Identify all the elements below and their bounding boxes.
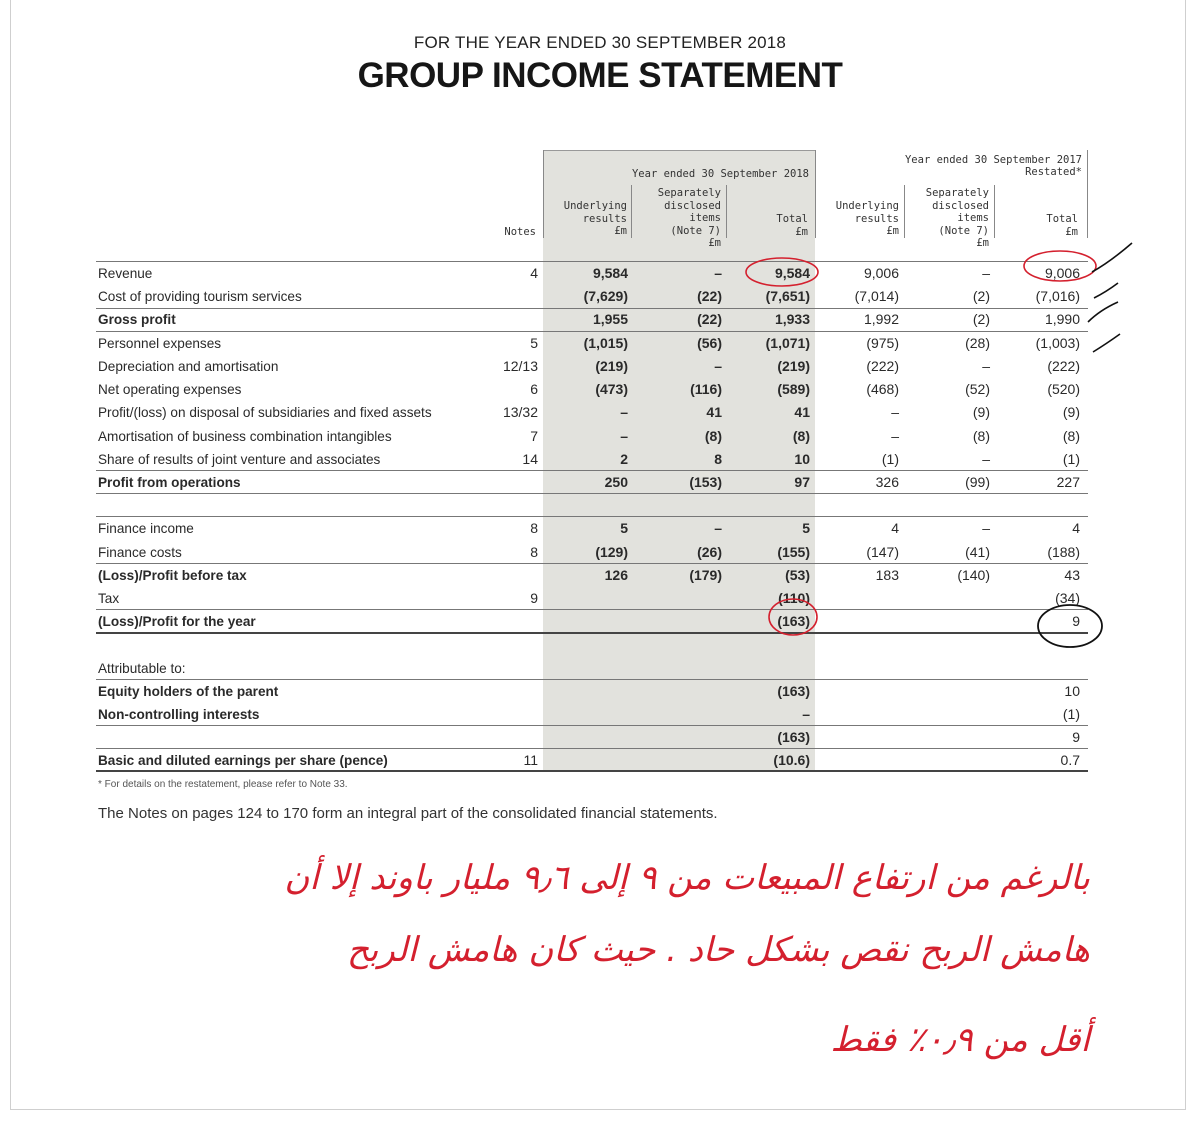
- table-cell: –: [982, 451, 990, 467]
- row-label: Depreciation and amortisation: [98, 358, 279, 374]
- row-label: Finance income: [98, 520, 194, 536]
- statement-period: FOR THE YEAR ENDED 30 SEPTEMBER 2018: [413, 33, 787, 52]
- table-cell: (1): [881, 451, 899, 467]
- row-label: Basic and diluted earnings per share (pence): [98, 752, 388, 768]
- table-cell: (7,651): [765, 288, 810, 304]
- table-cell: (468): [866, 381, 899, 397]
- table-cell: –: [620, 404, 628, 420]
- table-cell: –: [802, 706, 810, 722]
- table-cell: (52): [965, 381, 990, 397]
- table-cell: (153): [689, 474, 722, 490]
- restatement-footnote: * For details on the restatement, please refer to Note 33.: [98, 779, 348, 790]
- row-label: Net operating expenses: [98, 381, 242, 397]
- table-cell: (219): [595, 358, 628, 374]
- table-cell: (222): [866, 358, 899, 374]
- circle-revenue-2018: [746, 258, 818, 286]
- row-note-ref: 8: [530, 520, 538, 536]
- table-cell: 10: [1064, 683, 1080, 699]
- restated-label: Restated*: [1025, 166, 1082, 178]
- table-cell: (589): [777, 381, 810, 397]
- table-cell: (219): [777, 358, 810, 374]
- table-cell: (7,014): [854, 288, 899, 304]
- table-cell: –: [891, 404, 899, 420]
- table-cell: (8): [704, 428, 722, 444]
- row-label: Tax: [98, 590, 120, 606]
- table-cell: –: [982, 265, 990, 281]
- table-cell: (9): [1062, 404, 1080, 420]
- table-cell: 9,584: [592, 265, 628, 281]
- table-cell: –: [714, 265, 722, 281]
- table-cell: (1,003): [1035, 335, 1080, 351]
- underlying-header-2018: Underlying results £m: [563, 200, 627, 237]
- tick-mark: [1093, 334, 1120, 352]
- table-cell: 9,006: [863, 265, 899, 281]
- table-cell: 183: [875, 567, 899, 583]
- handwritten-note-line-1: بالرغم من ارتفاع المبيعات من ٩ إلى ٩٫٦ مليار باوند إلا أن: [284, 858, 1090, 898]
- table-cell: (7,016): [1035, 288, 1080, 304]
- table-cell: 1,990: [1044, 311, 1080, 327]
- table-cell: (2): [972, 311, 990, 327]
- table-cell: (22): [697, 288, 722, 304]
- row-note-ref: 14: [522, 451, 538, 467]
- table-cell: 10: [794, 451, 810, 467]
- table-cell: (8): [972, 428, 990, 444]
- table-cell: (163): [777, 613, 810, 629]
- table-cell: 97: [794, 474, 810, 490]
- table-cell: 9,584: [774, 265, 810, 281]
- tick-mark: [1088, 302, 1118, 322]
- table-cell: (56): [697, 335, 722, 351]
- row-label: Gross profit: [98, 311, 176, 327]
- row-note-ref: 11: [523, 752, 538, 768]
- underlying-header-2017: Underlying results £m: [835, 200, 899, 237]
- period-2018-header: Year ended 30 September 2018: [631, 168, 809, 180]
- row-label: Share of results of joint venture and associates: [98, 451, 381, 467]
- row-label: Profit/(loss) on disposal of subsidiaries and fixed assets: [98, 404, 432, 420]
- row-label: Non-controlling interests: [98, 706, 260, 722]
- table-cell: 9: [1072, 613, 1080, 629]
- table-cell: –: [620, 428, 628, 444]
- table-cell: 4: [1072, 520, 1080, 536]
- handwritten-note-line-2: هامش الربح نقص بشكل حاد . حيث كان هامش الربح: [346, 930, 1090, 970]
- table-cell: –: [714, 520, 722, 536]
- table-cell: (53): [785, 567, 810, 583]
- table-cell: (222): [1047, 358, 1080, 374]
- page-title: GROUP INCOME STATEMENT: [357, 56, 843, 95]
- table-cell: 326: [875, 474, 899, 490]
- table-cell: (975): [866, 335, 899, 351]
- table-cell: (147): [866, 544, 899, 560]
- table-cell: (163): [777, 729, 810, 745]
- table-cell: (1): [1062, 706, 1080, 722]
- circle-loss-2018: [769, 599, 817, 635]
- table-cell: 227: [1056, 474, 1080, 490]
- separately-disclosed-header-2018: Separately disclosed items (Note 7) £m: [657, 187, 721, 249]
- table-cell: 1,955: [592, 311, 628, 327]
- table-cell: (140): [957, 567, 990, 583]
- table-cell: (34): [1055, 590, 1080, 606]
- table-cell: (129): [595, 544, 628, 560]
- table-cell: (179): [689, 567, 722, 583]
- row-note-ref: 8: [530, 544, 538, 560]
- row-label: Profit from operations: [98, 474, 241, 490]
- table-cell: 1,992: [863, 311, 899, 327]
- total-header-2017: Total £m: [1046, 213, 1078, 238]
- row-note-ref: 13/32: [502, 404, 538, 420]
- table-cell: –: [982, 358, 990, 374]
- tick-mark: [1094, 283, 1118, 298]
- table-cell: (1): [1062, 451, 1080, 467]
- row-label: (Loss)/Profit for the year: [98, 613, 256, 629]
- table-cell: –: [891, 428, 899, 444]
- row-label: Finance costs: [98, 544, 182, 560]
- total-header-2018: Total £m: [776, 213, 808, 238]
- table-cell: 9: [1072, 729, 1080, 745]
- notes-header: Notes: [504, 226, 536, 238]
- table-cell: (28): [965, 335, 990, 351]
- table-cell: 43: [1064, 567, 1080, 583]
- table-cell: 41: [706, 404, 722, 420]
- table-cell: (473): [595, 381, 628, 397]
- table-cell: –: [982, 520, 990, 536]
- row-label: Revenue: [98, 265, 153, 281]
- table-cell: (8): [792, 428, 810, 444]
- table-cell: 41: [794, 404, 810, 420]
- table-cell: (41): [965, 544, 990, 560]
- circle-profit-2017: [1038, 605, 1102, 647]
- handwritten-note-line-3: أقل من ٠٫٩٪ فقط: [830, 1020, 1090, 1060]
- separately-disclosed-header-2017: Separately disclosed items (Note 7) £m: [925, 187, 989, 249]
- table-cell: (188): [1047, 544, 1080, 560]
- row-label: (Loss)/Profit before tax: [98, 567, 247, 583]
- table-cell: 1,933: [774, 311, 810, 327]
- row-label: Attributable to:: [98, 660, 186, 676]
- table-cell: (10.6): [773, 752, 810, 768]
- row-label: Personnel expenses: [98, 335, 222, 351]
- table-cell: 8: [714, 451, 722, 467]
- table-cell: 9,006: [1044, 265, 1080, 281]
- row-note-ref: 7: [530, 428, 538, 444]
- table-cell: (520): [1047, 381, 1080, 397]
- table-cell: (1,015): [583, 335, 628, 351]
- table-cell: (22): [697, 311, 722, 327]
- tick-mark: [1092, 243, 1132, 272]
- row-note-ref: 6: [530, 381, 538, 397]
- table-cell: (9): [972, 404, 990, 420]
- table-cell: 250: [604, 474, 628, 490]
- table-cell: 5: [802, 520, 810, 536]
- table-cell: 2: [620, 451, 628, 467]
- table-cell: (99): [965, 474, 990, 490]
- row-note-ref: 5: [530, 335, 538, 351]
- table-cell: (26): [697, 544, 722, 560]
- circle-revenue-2017: [1024, 251, 1096, 281]
- table-cell: (1,071): [765, 335, 810, 351]
- table-cell: (7,629): [583, 288, 628, 304]
- table-cell: 5: [620, 520, 628, 536]
- row-note-ref: 12/13: [502, 358, 538, 374]
- row-label: Amortisation of business combination intangibles: [98, 428, 392, 444]
- table-cell: 0.7: [1060, 752, 1080, 768]
- table-cell: (116): [690, 381, 722, 397]
- table-cell: –: [714, 358, 722, 374]
- table-cell: 126: [604, 567, 628, 583]
- row-note-ref: 4: [530, 265, 538, 281]
- notes-statement: The Notes on pages 124 to 170 form an integral part of the consolidated financial statements.: [98, 805, 718, 822]
- period-2017-header: Year ended 30 September 2017: [904, 154, 1082, 166]
- row-label: Equity holders of the parent: [98, 683, 279, 699]
- table-cell: (2): [972, 288, 990, 304]
- table-cell: 4: [891, 520, 899, 536]
- table-cell: (163): [777, 683, 810, 699]
- table-cell: (110): [778, 590, 810, 606]
- table-cell: (155): [777, 544, 810, 560]
- row-label: Cost of providing tourism services: [98, 288, 302, 304]
- row-note-ref: 9: [530, 590, 538, 606]
- table-cell: (8): [1062, 428, 1080, 444]
